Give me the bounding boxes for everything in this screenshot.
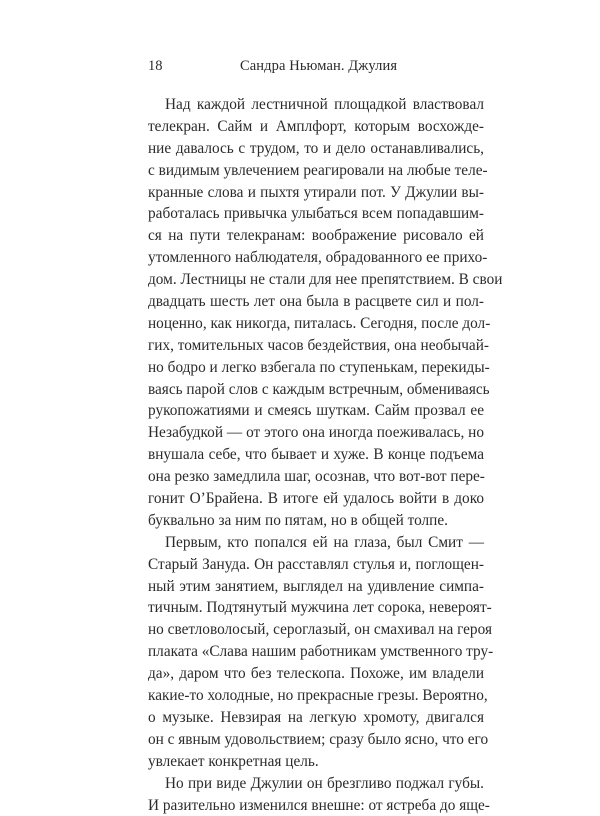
text-line: но светловолосый, сероглазый, он смахивал на героя (148, 619, 484, 641)
paragraph (148, 532, 484, 773)
text-line: да», даром что без телескопа. Похоже, им владели (148, 663, 484, 685)
text-line: ноценно, как никогда, питалась. Сегодня, после дол- (148, 313, 484, 335)
text-line: увлекает конкретная цель. (148, 751, 484, 773)
text-line: тичным. Подтянутый мужчина лет сорока, невероят- (148, 597, 484, 619)
text-line: он с явным удовольствием; сразу было ясно, что его (148, 729, 484, 751)
text-line: о музыке. Невзирая на легкую хромоту, двигался (148, 707, 484, 729)
text-line: утомленного наблюдателя, обрадованного ее прихо- (148, 247, 484, 269)
text-line: Над каждой лестничной площадкой властвовал (148, 94, 484, 116)
text-line: ние давалось с трудом, то и дело останавливались, (148, 138, 484, 160)
paragraph (148, 773, 484, 816)
text-line: работалась привычка улыбаться всем попадавшим- (148, 203, 484, 225)
text-line: ный этим занятием, выглядел на удивление симпа- (148, 576, 484, 598)
text-line: рукопожатиями и смеясь шуткам. Сайм прозвал ее (148, 400, 484, 422)
body-text (148, 94, 484, 816)
running-title: Сандра Ньюман. Джулия (240, 55, 397, 77)
text-line: И разительно изменился внешне: от ястреба до яще- (148, 795, 484, 816)
text-line: гонит О’Брайена. В итоге ей удалось войти в доко (148, 488, 484, 510)
text-line: она резко замедлила шаг, осознав, что вот-вот пере- (148, 466, 484, 488)
text-line: Первым, кто попался ей на глаза, был Смит — (148, 532, 484, 554)
text-line: гих, томительных часов бездействия, она необычай- (148, 335, 484, 357)
running-head (148, 55, 484, 77)
paragraph (148, 94, 484, 532)
text-line: Старый Зануда. Он расставлял стулья и, поглощен- (148, 554, 484, 576)
text-line: двадцать шесть лет она была в расцвете сил и пол- (148, 291, 484, 313)
text-line: Но при виде Джулии он брезгливо поджал губы. (148, 773, 484, 795)
text-line: ся на пути телекранам: воображение рисовало ей (148, 225, 484, 247)
text-line: ваясь парой слов с каждым встречным, обмениваясь (148, 379, 484, 401)
text-line: дом. Лестницы не стали для нее препятствием. В свои (148, 269, 484, 291)
text-line: внушала себе, что бывает и хуже. В конце подъема (148, 444, 484, 466)
text-line: но бодро и легко взбегала по ступенькам, перекиды- (148, 357, 484, 379)
text-line: кранные слова и пыхтя утирали пот. У Джулии вы- (148, 182, 484, 204)
text-line: какие-то холодные, но прекрасные грезы. Вероятно, (148, 685, 484, 707)
text-line: телекран. Сайм и Амплфорт, которым восхожде- (148, 116, 484, 138)
text-line: плаката «Слава нашим работникам умственного тру- (148, 641, 484, 663)
text-line: с видимым увлечением реагировали на любые теле- (148, 160, 484, 182)
page-number: 18 (148, 55, 163, 77)
text-line: буквально за ним по пятам, но в общей толпе. (148, 510, 484, 532)
text-line: Незабудкой — от этого она иногда поеживалась, но (148, 422, 484, 444)
